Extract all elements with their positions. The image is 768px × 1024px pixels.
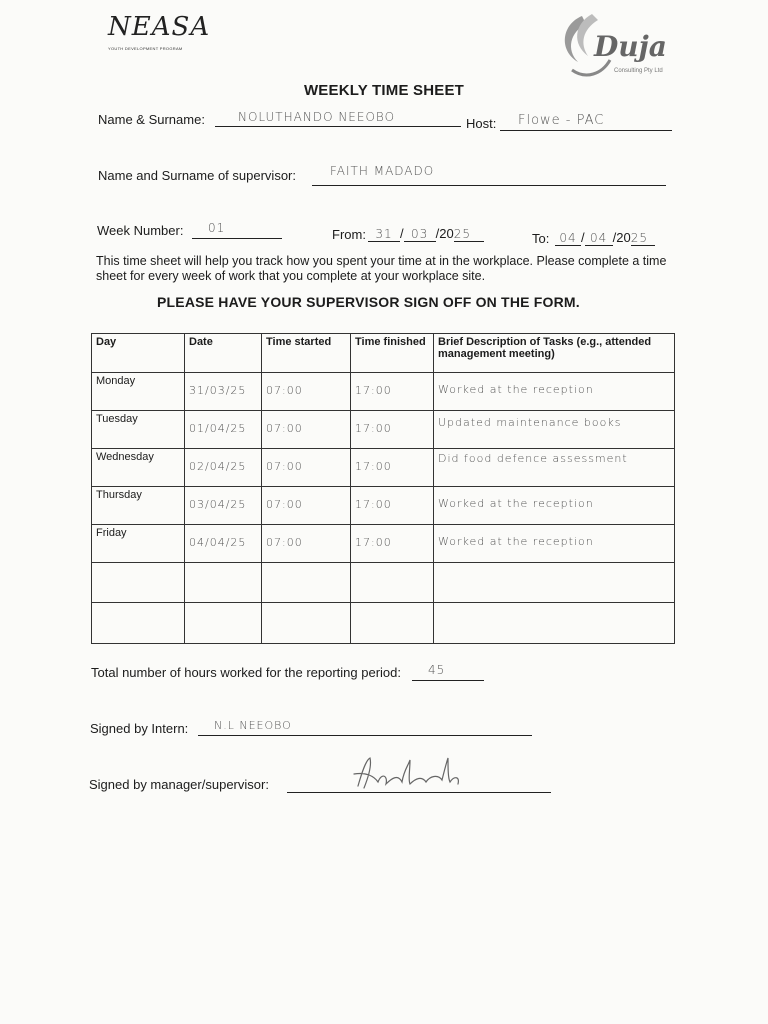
- row-day: Thursday: [92, 487, 185, 525]
- header-time-finished: Time finished: [351, 334, 434, 373]
- table-header-row: [92, 334, 675, 373]
- row-start-cell: [262, 411, 351, 449]
- row-finish-cell: [351, 411, 434, 449]
- header-day: Day: [92, 334, 185, 373]
- row-start-cell: [262, 525, 351, 563]
- timesheet-table: [91, 333, 675, 644]
- row-start: 07:00: [266, 460, 303, 473]
- page-title: WEEKLY TIME SHEET: [303, 82, 465, 99]
- row-start-cell: [262, 487, 351, 525]
- duja-logo: [552, 10, 672, 84]
- table-row: [92, 373, 675, 411]
- row-finish: 17:00: [355, 498, 392, 511]
- duja-logo-subtitle: Consulting Pty Ltd: [614, 68, 663, 74]
- row-day: [92, 563, 185, 603]
- row-start: 07:00: [266, 422, 303, 435]
- row-date-cell: [185, 449, 262, 487]
- supervisor-value: FAITH MADADO: [330, 164, 435, 178]
- row-date-cell: [185, 525, 262, 563]
- row-date: 01/04/25: [189, 422, 247, 435]
- row-start-cell: [262, 373, 351, 411]
- intern-sign-label: Signed by Intern:: [90, 721, 189, 736]
- from-label: From:: [332, 227, 366, 242]
- neasa-logo: [108, 12, 210, 51]
- neasa-logo-text: NEASA: [108, 12, 211, 42]
- row-finish-cell: [351, 487, 434, 525]
- row-day: Wednesday: [92, 449, 185, 487]
- row-day: [92, 603, 185, 644]
- from-sep: /: [400, 226, 404, 241]
- host-underline: [500, 130, 672, 131]
- row-finish-cell: [351, 603, 434, 644]
- total-hours-label: Total number of hours worked for the reporting period:: [91, 665, 402, 680]
- row-day: Friday: [92, 525, 185, 563]
- row-start: 07:00: [266, 384, 303, 397]
- intern-sign-value: N.L NEEOBO: [214, 719, 292, 732]
- to-year: 25: [631, 231, 655, 246]
- supervisor-sign-banner: PLEASE HAVE YOUR SUPERVISOR SIGN OFF ON THE FORM.: [157, 294, 580, 310]
- name-value: NOLUTHANDO NEEOBO: [238, 110, 396, 124]
- instructions-text: This time sheet will help you track how you spent your time at in the workplace. Please complete a time sheet for every week of work that you complete at your workplace site.: [96, 254, 667, 283]
- from-month: 03: [404, 227, 436, 242]
- total-hours-value: 45: [428, 663, 446, 677]
- row-desc-cell: [434, 411, 675, 449]
- week-underline: [192, 238, 282, 239]
- row-date-cell: [185, 563, 262, 603]
- row-finish-cell: [351, 449, 434, 487]
- to-month: 04: [585, 231, 613, 246]
- from-year: 25: [454, 227, 484, 242]
- week-value: 01: [208, 221, 226, 235]
- row-finish: 17:00: [355, 422, 392, 435]
- row-day: Tuesday: [92, 411, 185, 449]
- row-desc-cell: [434, 373, 675, 411]
- to-sep: /: [581, 230, 585, 245]
- from-date: [368, 226, 484, 242]
- row-desc-cell: [434, 487, 675, 525]
- to-date: [555, 230, 655, 246]
- host-label: Host:: [466, 116, 497, 131]
- row-desc-cell: [434, 449, 675, 487]
- total-hours-underline: [412, 680, 484, 681]
- table-row: [92, 449, 675, 487]
- row-finish-cell: [351, 563, 434, 603]
- row-date: 03/04/25: [189, 498, 247, 511]
- table-row: [92, 525, 675, 563]
- row-desc: Updated maintenance books: [438, 416, 622, 429]
- duja-logo-text: Duja: [594, 30, 667, 63]
- row-desc: Worked at the reception: [438, 497, 594, 510]
- name-underline: [215, 126, 461, 127]
- table-row: [92, 603, 675, 644]
- table-row: [92, 487, 675, 525]
- row-finish-cell: [351, 373, 434, 411]
- row-finish: 17:00: [355, 536, 392, 549]
- row-finish-cell: [351, 525, 434, 563]
- week-label: Week Number:: [97, 223, 184, 238]
- header-date: Date: [185, 334, 262, 373]
- row-start: 07:00: [266, 498, 303, 511]
- row-date: 31/03/25: [189, 384, 247, 397]
- row-start-cell: [262, 603, 351, 644]
- neasa-logo-subtitle: YOUTH DEVELOPMENT PROGRAM: [108, 46, 183, 51]
- manager-sign-label: Signed by manager/supervisor:: [89, 777, 269, 792]
- supervisor-label: Name and Surname of supervisor:: [98, 168, 296, 183]
- row-desc-cell: [434, 603, 675, 644]
- from-day: 31: [368, 227, 400, 242]
- row-desc-cell: [434, 525, 675, 563]
- row-start: 07:00: [266, 536, 303, 549]
- row-start-cell: [262, 449, 351, 487]
- row-start-cell: [262, 563, 351, 603]
- row-desc-cell: [434, 563, 675, 603]
- table-row: [92, 411, 675, 449]
- row-date-cell: [185, 487, 262, 525]
- to-year-prefix: /20: [612, 230, 631, 245]
- row-desc: Worked at the reception: [438, 383, 594, 396]
- to-day: 04: [555, 231, 581, 246]
- host-value: Flowe - PAC: [518, 113, 605, 128]
- intern-sign-underline: [198, 735, 532, 736]
- row-date-cell: [185, 373, 262, 411]
- table-row: [92, 563, 675, 603]
- header-description: Brief Description of Tasks (e.g., attended management meeting): [434, 334, 675, 373]
- name-label: Name & Surname:: [98, 112, 205, 127]
- supervisor-underline: [312, 185, 666, 186]
- from-year-prefix: /20: [435, 226, 454, 241]
- row-finish: 17:00: [355, 460, 392, 473]
- row-day: Monday: [92, 373, 185, 411]
- header-time-started: Time started: [262, 334, 351, 373]
- manager-signature: [348, 752, 468, 796]
- row-desc: Worked at the reception: [438, 535, 594, 548]
- row-desc: Did food defence assessment: [438, 452, 628, 465]
- row-finish: 17:00: [355, 384, 392, 397]
- row-date: 04/04/25: [189, 536, 247, 549]
- to-label: To:: [532, 231, 550, 246]
- row-date: 02/04/25: [189, 460, 247, 473]
- row-date-cell: [185, 411, 262, 449]
- row-date-cell: [185, 603, 262, 644]
